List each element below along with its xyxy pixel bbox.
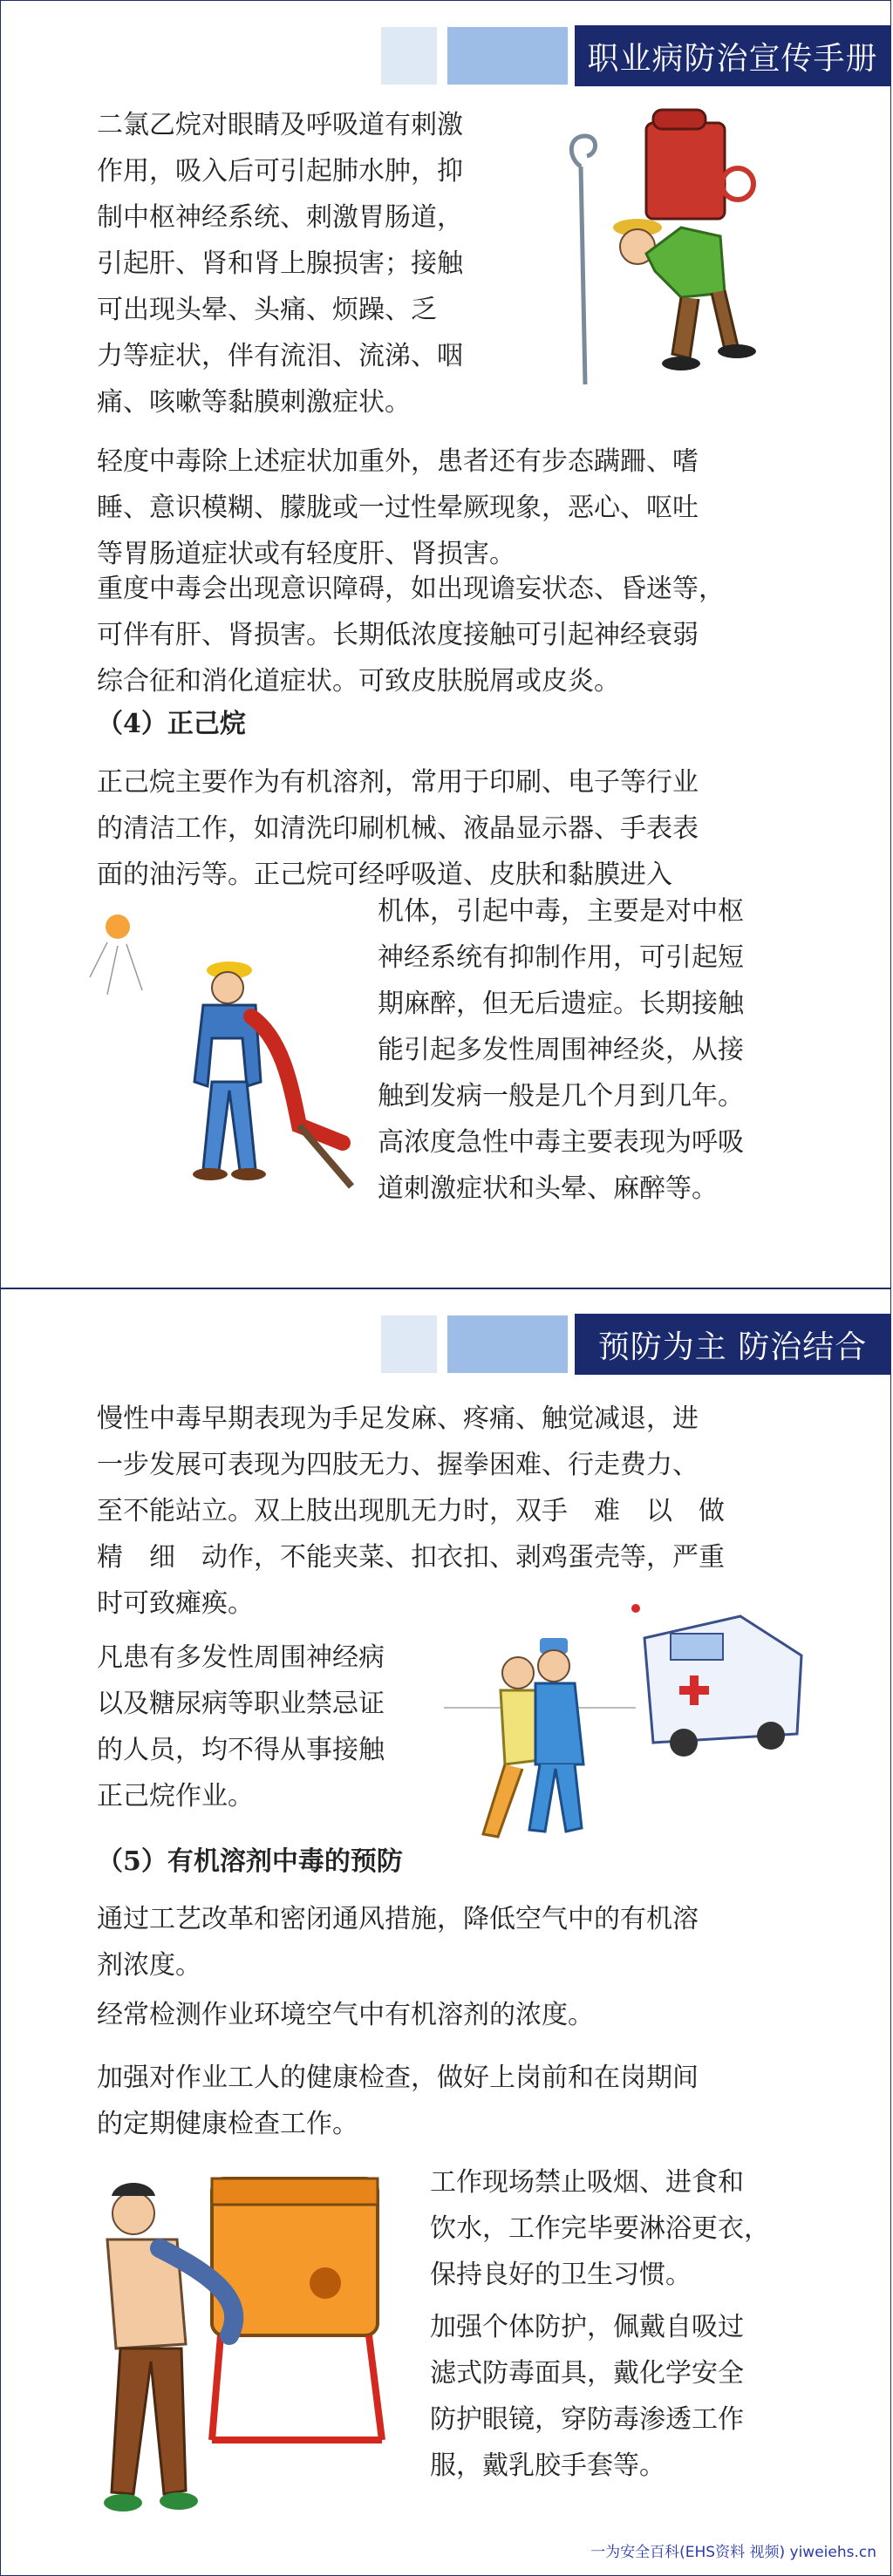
text-line: 的清洁工作，如清洗印刷机械、液晶显示器、手表表 (97, 813, 699, 844)
text-line: 经常检测作业环境空气中有机溶剂的浓度。 (97, 2000, 594, 2030)
text-line: 饮水，工作完毕要淋浴更衣， (430, 2213, 770, 2244)
text-line: 凡患有多发性周围神经病 (97, 1642, 385, 1673)
text-line: 等胃肠道症状或有轻度肝、肾损害。 (97, 539, 515, 569)
text-hexane-usage (97, 759, 699, 898)
text-line: 时可致瘫痪。 (97, 1588, 254, 1619)
text-line: 期麻醉，但无后遗症。长期接触 (378, 989, 744, 1019)
header-banner: 预防为主 防治结合 (575, 1314, 890, 1375)
text-line: 防护眼镜，穿防毒渗透工作 (430, 2404, 744, 2435)
header-decoration-mid (447, 27, 568, 85)
header-decoration-mid (447, 1315, 568, 1373)
text-line: 轻度中毒除上述症状加重外，患者还有步态蹒跚、嗜 (97, 446, 699, 477)
text-line: 加强个体防护，佩戴自吸过 (430, 2312, 744, 2342)
hook-pole-icon (571, 136, 595, 384)
text-line: 滤式防毒面具，戴化学安全 (430, 2358, 744, 2389)
text-dichloroethane-effects (97, 102, 463, 425)
header-decoration-light (381, 1315, 437, 1373)
text-line: 睡、意识模糊、朦胧或一过性晕厥现象，恶心、呕吐 (97, 493, 699, 523)
text-occupational-contraindication (97, 1635, 385, 1819)
text-line: 面的油污等。正己烷可经呼吸道、皮肤和黏膜进入 (97, 860, 672, 890)
text-mild-poisoning (97, 438, 699, 577)
text-line: 机体，引起中毒，主要是对中枢 (378, 896, 744, 927)
text-line: 慢性中毒早期表现为手足发麻、疼痛、触觉减退，进 (97, 1404, 699, 1434)
handbook-page-1 (0, 0, 891, 1288)
text-line: 剂浓度。 (97, 1950, 201, 1981)
text-line: 作用，吸入后可引起肺水肿，抑 (97, 156, 463, 187)
text-line: 正己烷主要作为有机溶剂，常用于印刷、电子等行业 (97, 767, 699, 798)
footer-watermark: 一为安全百科(EHS资料 视频) yiweiehs.cn (590, 2544, 876, 2561)
text-line: 触到发病一般是几个月到几年。 (378, 1081, 744, 1111)
doctor-figure-icon (529, 1638, 583, 1832)
text-line: 痛、咳嗽等黏膜刺激症状。 (97, 387, 411, 418)
text-line: 神经系统有抑制作用，可引起短 (378, 942, 744, 973)
worker-carrying-container-illustration (550, 105, 768, 389)
text-health-checks (97, 2055, 699, 2147)
worker-figure-icon (193, 962, 266, 1180)
section-heading-organic-solvent-prevention: （5）有机溶剂中毒的预防 (97, 1846, 403, 1877)
handbook-page-2 (0, 1288, 891, 2576)
text-chronic-poisoning (97, 1396, 725, 1627)
text-line: 通过工艺改革和密闭通风措施，降低空气中的有机溶 (97, 1904, 699, 1934)
section-heading-hexane: （4）正己烷 (97, 709, 246, 739)
text-line: 可出现头晕、头痛、烦躁、乏 (97, 295, 437, 325)
text-personal-protection (430, 2304, 744, 2489)
red-container-icon (646, 110, 753, 219)
text-hexane-effects (378, 888, 744, 1212)
text-line: 服，戴乳胶手套等。 (430, 2450, 665, 2481)
doctor-ambulance-illustration (444, 1603, 810, 1856)
text-line: 正己烷作业。 (97, 1781, 254, 1811)
sun-icon (90, 914, 142, 995)
text-line: 精 细 动作，不能夹菜、扣衣扣、剥鸡蛋壳等，严重 (97, 1542, 725, 1573)
text-severe-poisoning (97, 566, 725, 704)
text-line: 保持良好的卫生习惯。 (430, 2260, 692, 2290)
text-line: 二氯乙烷对眼睛及呼吸道有刺激 (97, 110, 463, 140)
red-hose-icon (251, 1016, 351, 1186)
text-line: 以及糖尿病等职业禁忌证 (97, 1689, 385, 1719)
header-decoration-light (381, 27, 437, 85)
text-line: 的人员，均不得从事接触 (97, 1735, 385, 1765)
text-line: 重度中毒会出现意识障碍，如出现谵妄状态、昏迷等， (97, 574, 725, 604)
text-workplace-hygiene (430, 2159, 770, 2298)
sick-worker-machine-illustration (81, 2161, 412, 2536)
text-line: 综合征和消化道症状。可致皮肤脱屑或皮炎。 (97, 666, 620, 697)
text-line: 可伴有肝、肾损害。长期低浓度接触可引起神经衰弱 (97, 620, 699, 650)
text-line: 加强对作业工人的健康检查，做好上岗前和在岗期间 (97, 2063, 699, 2093)
text-line: 至不能站立。双上肢出现肌无力时，双手 难 以 做 (97, 1496, 725, 1526)
text-line: 高浓度急性中毒主要表现为呼吸 (378, 1127, 744, 1158)
text-air-monitoring (97, 1992, 594, 2038)
text-line: 力等症状，伴有流泪、流涕、咽 (97, 341, 463, 371)
text-line: 工作现场禁止吸烟、进食和 (430, 2167, 744, 2198)
text-line: 引起肝、肾和肾上腺损害；接触 (97, 248, 463, 279)
ambulance-icon (631, 1604, 801, 1757)
worker-with-hose-illustration (81, 907, 360, 1200)
text-process-reform (97, 1896, 699, 1988)
text-line: 的定期健康检查工作。 (97, 2109, 358, 2139)
text-line: 一步发展可表现为四肢无力、握拳困难、行走费力、 (97, 1450, 699, 1480)
text-line: 道刺激症状和头晕、麻醉等。 (378, 1173, 718, 1204)
header-banner: 职业病防治宣传手册 (575, 25, 890, 86)
text-line: 制中枢神经系统、刺激胃肠道， (97, 202, 463, 233)
text-line: 能引起多发性周围神经炎，从接 (378, 1035, 744, 1065)
worker-figure-icon (613, 219, 756, 370)
